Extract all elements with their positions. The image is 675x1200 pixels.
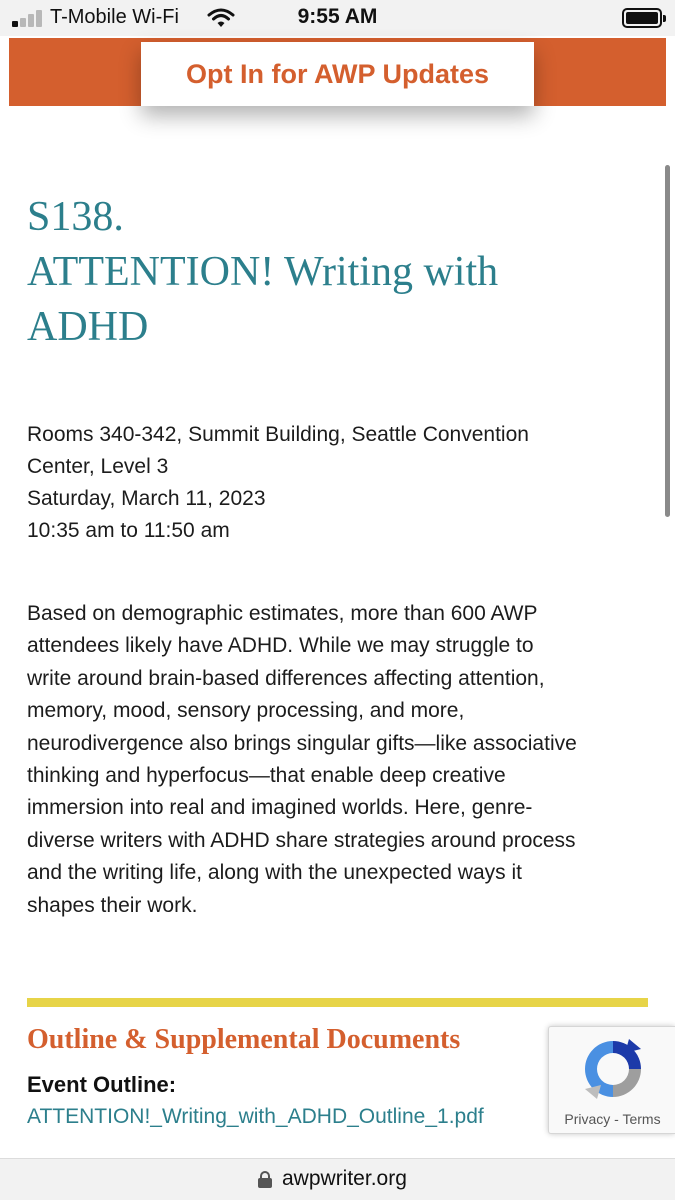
session-time: 10:35 am to 11:50 am — [27, 519, 230, 542]
session-title — [27, 190, 627, 355]
battery-icon — [622, 8, 662, 28]
description-line: neurodivergence also brings singular gifts—like associative — [27, 731, 577, 755]
status-bar — [0, 0, 675, 36]
description-line: thinking and hyperfocus—that enable deep creative — [27, 764, 506, 788]
outline-pdf-link[interactable]: ATTENTION!_Writing_with_ADHD_Outline_1.pdf — [27, 1105, 484, 1128]
url-domain[interactable]: awpwriter.org — [282, 1167, 407, 1190]
recaptcha-privacy-link[interactable]: Privacy — [564, 1111, 611, 1127]
carrier-name: T-Mobile Wi-Fi — [50, 6, 179, 28]
session-location: Center, Level 3 — [27, 455, 169, 478]
recaptcha-terms-link[interactable]: Terms — [622, 1111, 661, 1127]
description-line: and the writing life, along with the unexpected ways it — [27, 861, 522, 885]
page-scrollbar[interactable] — [665, 165, 670, 517]
recaptcha-separator: - — [610, 1111, 623, 1127]
session-description — [27, 598, 652, 922]
description-line: shapes their work. — [27, 893, 198, 917]
recaptcha-icon — [579, 1035, 647, 1103]
session-date: Saturday, March 11, 2023 — [27, 487, 266, 510]
description-line: memory, mood, sensory processing, and more, — [27, 699, 465, 723]
session-title-line: ADHD — [27, 304, 149, 350]
description-line: immersion into real and imagined worlds. Here, genre- — [27, 796, 533, 820]
recaptcha-links — [549, 1111, 675, 1127]
event-outline-label: Event Outline: — [27, 1072, 177, 1097]
recaptcha-badge[interactable] — [548, 1026, 675, 1134]
description-line: write around brain-based differences affecting attention, — [27, 666, 545, 690]
session-details — [27, 419, 647, 547]
lock-icon — [258, 1171, 272, 1188]
session-location: Rooms 340-342, Summit Building, Seattle Convention — [27, 423, 529, 446]
documents-heading: Outline & Supplemental Documents — [27, 1024, 461, 1055]
opt-in-updates-button[interactable]: Opt In for AWP Updates — [141, 42, 534, 106]
session-code: S138. — [27, 194, 124, 240]
browser-url-bar[interactable] — [0, 1158, 675, 1200]
description-line: diverse writers with ADHD share strategies around process — [27, 828, 576, 852]
description-line: attendees likely have ADHD. While we may struggle to — [27, 634, 534, 658]
status-time: 9:55 AM — [297, 5, 378, 28]
description-line: Based on demographic estimates, more than 600 AWP — [27, 602, 538, 625]
section-divider — [27, 998, 648, 1007]
session-title-line: ATTENTION! Writing with — [27, 249, 499, 295]
